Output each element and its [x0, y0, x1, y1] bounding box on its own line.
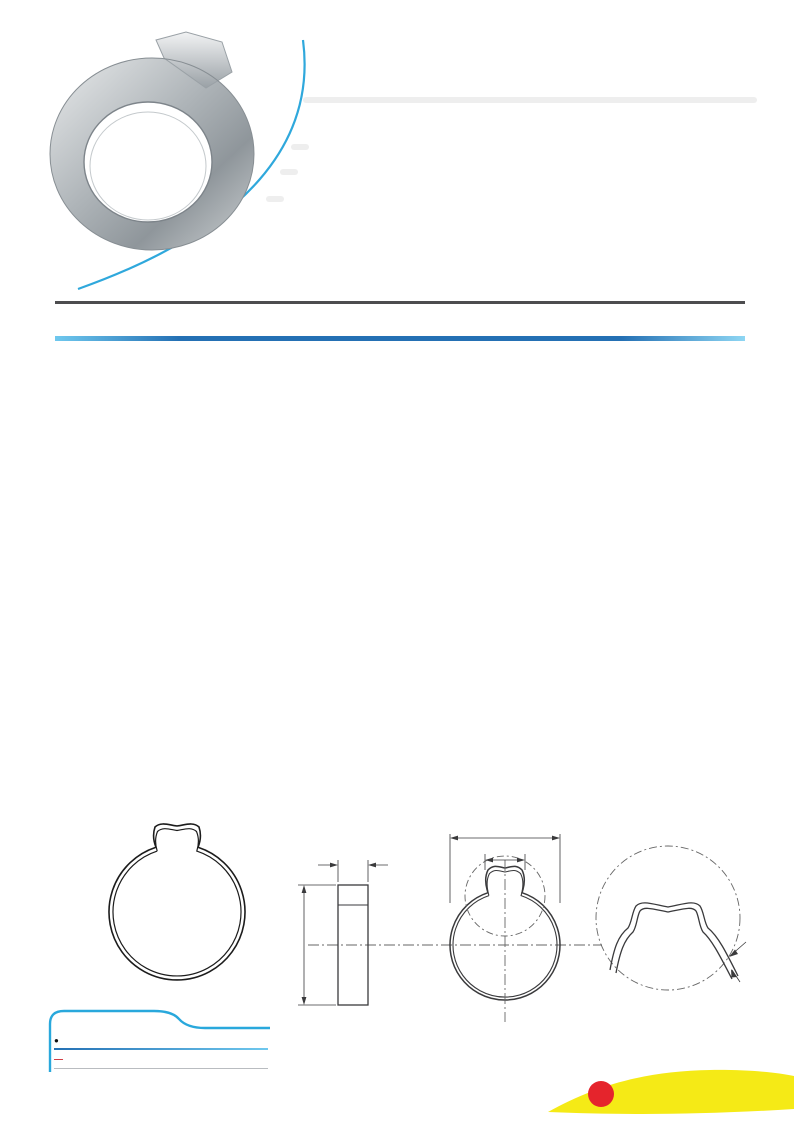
material-line: [55, 612, 66, 627]
spec-table-header: [55, 303, 745, 339]
page-number-badge: [588, 1081, 614, 1107]
footer-wave: [0, 1063, 794, 1123]
polar-diagram-chart: [52, 800, 304, 1016]
spec-table: [55, 301, 745, 341]
dimension-arrowheads: [302, 836, 738, 1005]
product-photo: [36, 26, 268, 256]
technical-drawings: [280, 808, 794, 1043]
sectors-bullet-icon: ●: [54, 1036, 59, 1045]
sectors-underline: [54, 1048, 268, 1050]
clip-outline: [109, 824, 245, 980]
corrosion-paragraph: [291, 144, 309, 150]
outdoor-paragraph: [280, 169, 298, 175]
intro-paragraph: [303, 97, 757, 103]
tamperproof-paragraph: [266, 196, 284, 202]
sectors-row: [54, 1036, 268, 1045]
force-dash-icon: —: [54, 1054, 63, 1064]
